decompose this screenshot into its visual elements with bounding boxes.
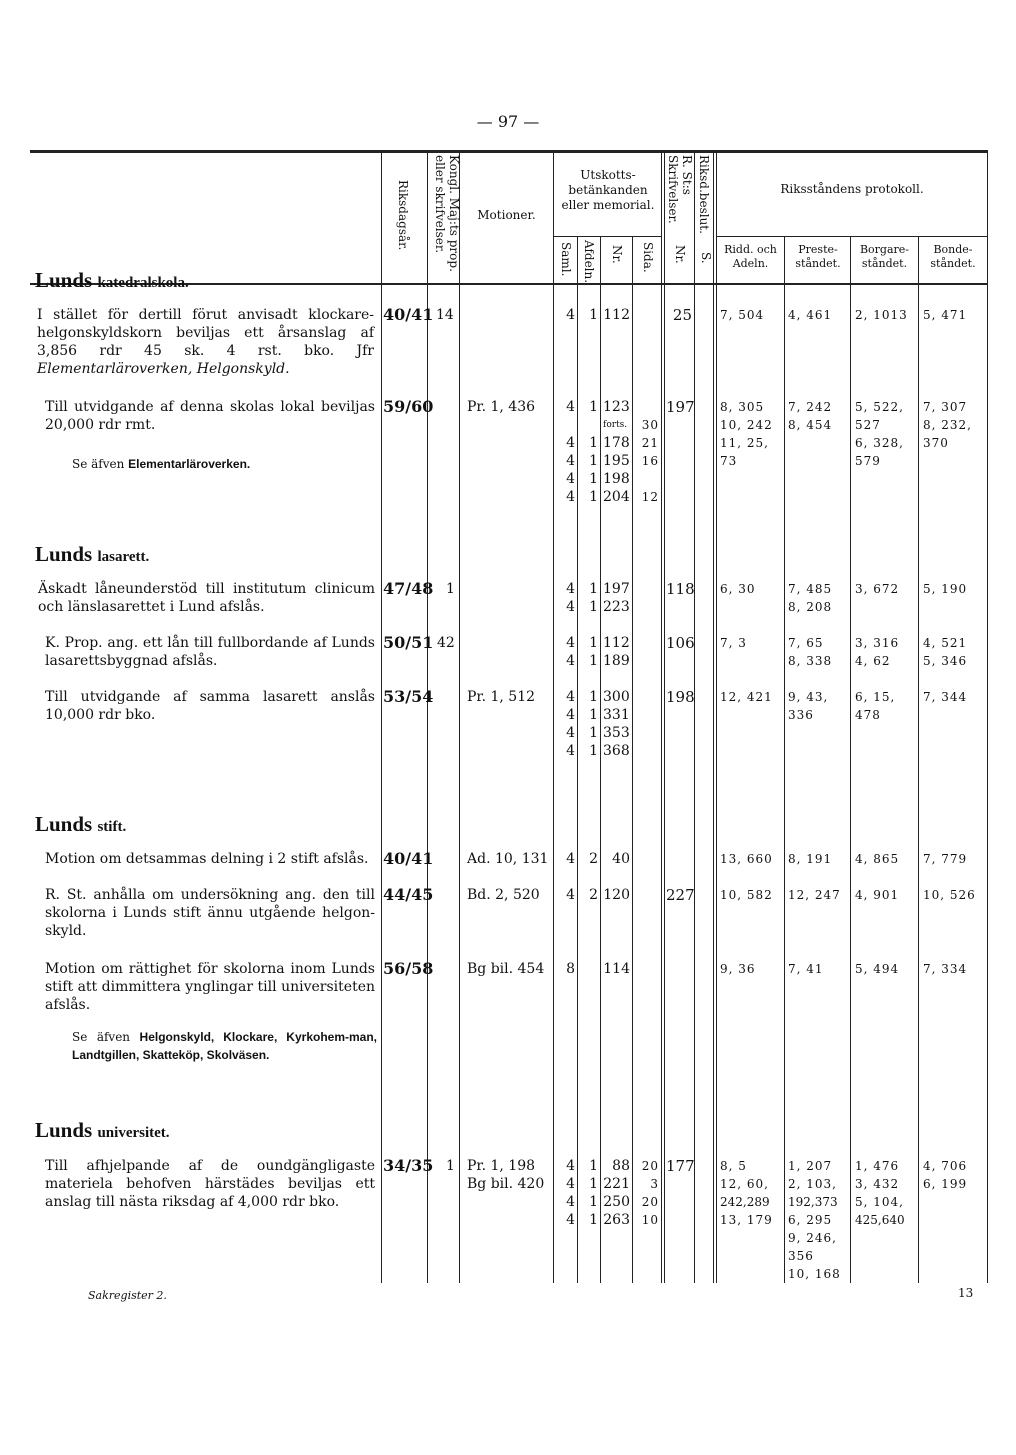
entry-preste: 8, 454	[788, 418, 833, 432]
entry-motion: Pr. 1, 198	[467, 1158, 536, 1174]
entry-bonde: 7, 344	[923, 690, 968, 704]
entry-afd: 1	[589, 725, 598, 741]
entry-borgare: 5, 494	[855, 962, 900, 976]
header-afdeln: Afdeln.	[581, 240, 596, 284]
entry-borgare: 3, 432	[855, 1177, 900, 1191]
entry-borgare: 4, 62	[855, 654, 891, 668]
col-line-sida2	[664, 150, 665, 1283]
entry-text: Äskadt låneunderstöd till institutum clinicum och länslasarettet i Lund afslås.	[38, 581, 375, 615]
entry-saml: 4	[566, 453, 575, 469]
col-line-saml	[577, 236, 578, 1283]
header-bonde: Bonde-ståndet.	[930, 243, 976, 270]
entry-ridd: 10, 582	[720, 888, 773, 902]
entry-afd: 1	[589, 599, 598, 615]
entry-nr: 114	[603, 961, 630, 977]
entry-year: 34/35	[383, 1156, 434, 1175]
entry-preste: 7, 41	[788, 962, 824, 976]
entry-preste: 8, 208	[788, 600, 833, 614]
entry-text: I stället för dertill förut anvisadt klockare-helgonskyldskorn beviljas ett årsanslag af 3,856 rdr 45 sk. 4 rst. bko. Jfr Elementarläroverken, Helgonskyld.	[37, 307, 374, 377]
entry-borgare: 579	[855, 454, 881, 468]
entry-borgare: 4, 901	[855, 888, 900, 902]
entry-afd: 1	[589, 435, 598, 451]
entry-nr: 250	[603, 1194, 630, 1210]
entry-saml: 4	[566, 1212, 575, 1228]
entry-preste: 10, 168	[788, 1267, 841, 1281]
entry-ridd: 6, 30	[720, 582, 756, 596]
entry-bonde: 8, 232,	[923, 418, 972, 432]
entry-saml: 4	[566, 1176, 575, 1192]
entry-preste: 9, 246,	[788, 1231, 837, 1245]
entry-borgare: 6, 328,	[855, 436, 904, 450]
entry-saml: 4	[566, 435, 575, 451]
entry-ridd: 73	[720, 454, 738, 468]
header-sida: Sida.	[640, 242, 655, 273]
entry-saml: 4	[566, 1194, 575, 1210]
entry-ridd: 11, 25,	[720, 436, 769, 450]
entry-afd: 1	[589, 1176, 598, 1192]
entry-nr: 178	[603, 435, 630, 451]
entry-afd: 1	[589, 489, 598, 505]
entry-preste: 192,373	[788, 1195, 838, 1209]
entry-afd: 1	[589, 653, 598, 669]
entry-nr: 195	[603, 453, 630, 469]
entry-sida: 12	[641, 490, 659, 504]
entry-borgare: 6, 15,	[855, 690, 896, 704]
header-nr: Nr.	[609, 245, 624, 264]
entry-skr: 227	[666, 886, 695, 904]
entry-bonde: 7, 334	[923, 962, 968, 976]
entry-skr: 177	[666, 1157, 695, 1175]
entry-borgare: 5, 104,	[855, 1195, 904, 1209]
col-line-skr	[694, 150, 695, 1283]
footer-right: 13	[958, 1286, 974, 1300]
entry-motion: Bg bil. 420	[467, 1176, 545, 1192]
entry-motion: Pr. 1, 436	[467, 399, 536, 415]
entry-year: 44/45	[383, 885, 434, 904]
entry-motion: Pr. 1, 512	[467, 689, 536, 705]
entry-afd: 1	[589, 399, 598, 415]
entry-afd: 1	[589, 743, 598, 759]
entry-text: K. Prop. ang. ett lån till fullbordande af Lunds lasarettsbyggnad afslås.	[45, 635, 375, 669]
subheader-rule-utskott	[553, 236, 661, 237]
entry-borgare: 5, 522,	[855, 400, 904, 414]
entry-preste: 2, 103,	[788, 1177, 837, 1191]
entry-sida: 16	[641, 454, 659, 468]
entry-motion: Bd. 2, 520	[467, 887, 540, 903]
col-line-prop	[459, 150, 460, 1283]
entry-year: 40/41	[383, 305, 434, 324]
entry-sida: 30	[641, 418, 659, 432]
entry-borgare: 4, 865	[855, 852, 900, 866]
entry-preste: 6, 295	[788, 1213, 833, 1227]
section-title-katedralskola: Lunds katedralskola.	[35, 268, 189, 292]
entry-borgare: 527	[855, 418, 881, 432]
entry-saml: 4	[566, 851, 575, 867]
entry-text: Till utvidgande af samma lasarett anslås 10,000 rdr bko.	[45, 689, 375, 723]
entry-saml: 4	[566, 489, 575, 505]
entry-skr: 118	[666, 580, 695, 598]
entry-ridd: 13, 660	[720, 852, 773, 866]
entry-preste: 8, 191	[788, 852, 833, 866]
header-utskott: Utskotts-betänkanden eller memorial.	[561, 168, 655, 212]
entry-afd: 1	[589, 689, 598, 705]
entry-afd: 2	[589, 851, 598, 867]
entry-year: 40/41	[383, 849, 434, 868]
entry-preste: 7, 65	[788, 636, 824, 650]
entry-nr: 112	[603, 635, 630, 651]
entry-bonde: 4, 521	[923, 636, 968, 650]
col-line-borgare	[918, 236, 919, 1283]
header-saml: Saml.	[558, 242, 573, 277]
entry-saml: 4	[566, 307, 575, 323]
entry-year: 50/51	[383, 633, 434, 652]
entry-bonde: 10, 526	[923, 888, 976, 902]
entry-skr: 198	[666, 688, 695, 706]
entry-prop: 42	[437, 635, 455, 651]
entry-nr: 368	[603, 743, 630, 759]
col-line-sida	[661, 150, 662, 1283]
page-number: — 97 —	[476, 112, 540, 131]
entry-ridd: 12, 60,	[720, 1177, 769, 1191]
entry-afd: 1	[589, 707, 598, 723]
entry-prop: 1	[446, 581, 455, 597]
header-prop: Kongl. Maj:ts prop. eller skrifvelser.	[433, 155, 461, 272]
entry-preste: 7, 242	[788, 400, 833, 414]
entry-preste: 356	[788, 1249, 814, 1263]
entry-ridd: 8, 5	[720, 1159, 747, 1173]
col-line-nr	[632, 236, 633, 1283]
entry-skr: 25	[672, 306, 692, 324]
col-line-preste	[850, 236, 851, 1283]
entry-bonde: 5, 346	[923, 654, 968, 668]
top-rule	[30, 150, 988, 153]
header-skr-nr: Nr.	[672, 245, 687, 264]
footer-left: Sakregister 2.	[88, 1289, 167, 1302]
entry-saml: 4	[566, 725, 575, 741]
entry-saml: 8	[566, 961, 575, 977]
entry-ridd: 7, 3	[720, 636, 747, 650]
entry-motion: Bg bil. 454	[467, 961, 545, 977]
header-protokoll: Riksståndens protokoll.	[780, 182, 924, 196]
section-title-stift: Lunds stift.	[35, 812, 127, 836]
header-beslut-s: S.	[698, 252, 713, 264]
entry-nr: 263	[603, 1212, 630, 1228]
entry-preste: 4, 461	[788, 308, 833, 322]
header-skrifvelser: R. St:s Skrifvelser.	[666, 155, 694, 224]
entry-ridd: 12, 421	[720, 690, 773, 704]
entry-bonde: 370	[923, 436, 949, 450]
entry-preste: 7, 485	[788, 582, 833, 596]
header-borgare: Borgare-ståndet.	[859, 243, 910, 270]
col-line-afd	[600, 236, 601, 1283]
col-line-besl	[713, 150, 714, 1283]
header-riksdagsar: Riksdagsår.	[395, 180, 410, 251]
entry-ridd: 13, 179	[720, 1213, 773, 1227]
entry-nr: 189	[603, 653, 630, 669]
entry-nr: 353	[603, 725, 630, 741]
section-title-lasarett: Lunds lasarett.	[35, 542, 150, 566]
entry-saml: 4	[566, 635, 575, 651]
entry-borgare: 3, 672	[855, 582, 900, 596]
entry-saml: 4	[566, 653, 575, 669]
entry-borgare: 3, 316	[855, 636, 900, 650]
entry-afd: 1	[589, 1158, 598, 1174]
entry-motion: Ad. 10, 131	[467, 851, 549, 867]
entry-bonde: 6, 199	[923, 1177, 968, 1191]
entry-sida: 20	[641, 1159, 659, 1173]
entry-bonde: 5, 190	[923, 582, 968, 596]
section-title-universitet: Lunds universitet.	[35, 1118, 170, 1142]
entry-year: 59/60	[383, 397, 434, 416]
entry-afd: 1	[589, 635, 598, 651]
entry-bonde: 7, 307	[923, 400, 968, 414]
entry-bonde: 4, 706	[923, 1159, 968, 1173]
entry-saml: 4	[566, 707, 575, 723]
entry-text: Motion om detsammas delning i 2 stift afslås.	[45, 851, 369, 867]
entry-prop: 14	[436, 307, 454, 323]
entry-borgare: 1, 476	[855, 1159, 900, 1173]
see-also: Se äfven Helgonskyld, Klockare, Kyrkohem-man, Landtgillen, Skatteköp, Skolväsen.	[72, 1030, 377, 1062]
entry-saml: 4	[566, 1158, 575, 1174]
entry-nr: 223	[603, 599, 630, 615]
col-line-right	[987, 150, 988, 1283]
see-also: Se äfven Elementarläroverken.	[72, 457, 251, 471]
header-preste: Preste-ståndet.	[795, 243, 841, 270]
entry-preste: 336	[788, 708, 814, 722]
entry-nr: 204	[603, 489, 630, 505]
entry-borgare: 2, 1013	[855, 308, 908, 322]
entry-sida: 21	[641, 436, 659, 450]
entry-nr: 331	[603, 707, 630, 723]
col-line-besl2	[716, 150, 717, 1283]
entry-afd: 1	[589, 453, 598, 469]
entry-ridd: 7, 504	[720, 308, 765, 322]
entry-borgare: 425,640	[855, 1213, 905, 1227]
entry-nr: 40	[612, 851, 630, 867]
entry-skr: 106	[666, 634, 695, 652]
entry-ridd: 10, 242	[720, 418, 773, 432]
entry-saml: 4	[566, 581, 575, 597]
entry-skr: 197	[666, 398, 695, 416]
entry-text: Till afhjelpande af de oundgängligaste materiela behofven härstädes beviljas ett anslag till nästa riksdag af 4,000 rdr bko.	[45, 1158, 375, 1210]
entry-afd: 1	[589, 471, 598, 487]
entry-borgare: 478	[855, 708, 881, 722]
entry-bonde: 7, 779	[923, 852, 968, 866]
entry-ridd: 9, 36	[720, 962, 756, 976]
entry-prop: 1	[446, 1158, 455, 1174]
entry-saml: 4	[566, 599, 575, 615]
entry-forts: forts.	[603, 420, 628, 430]
entry-afd: 1	[589, 1194, 598, 1210]
entry-year: 47/48	[383, 579, 434, 598]
entry-text: Till utvidgande af denna skolas lokal beviljas 20,000 rdr rmt.	[45, 399, 375, 433]
entry-preste: 1, 207	[788, 1159, 833, 1173]
col-line-motion	[553, 150, 554, 1283]
entry-bonde: 5, 471	[923, 308, 968, 322]
entry-sida: 20	[641, 1195, 659, 1209]
entry-sida: 10	[641, 1213, 659, 1227]
entry-afd: 1	[589, 307, 598, 323]
entry-nr: 112	[603, 307, 630, 323]
entry-preste: 12, 247	[788, 888, 841, 902]
entry-year: 53/54	[383, 687, 434, 706]
entry-preste: 9, 43,	[788, 690, 829, 704]
entry-saml: 4	[566, 689, 575, 705]
entry-afd: 1	[589, 1212, 598, 1228]
entry-saml: 4	[566, 471, 575, 487]
header-motioner: Motioner.	[477, 208, 536, 222]
entry-ridd: 242,289	[720, 1195, 770, 1209]
entry-nr: 197	[603, 581, 630, 597]
entry-nr: 88	[612, 1158, 630, 1174]
entry-afd: 2	[589, 887, 598, 903]
entry-saml: 4	[566, 887, 575, 903]
entry-nr: 300	[603, 689, 630, 705]
entry-saml: 4	[566, 399, 575, 415]
entry-text: R. St. anhålla om undersökning ang. den till skolorna i Lunds stift ännu utgående helgon-skyld.	[45, 887, 375, 939]
entry-nr: 120	[603, 887, 630, 903]
entry-nr: 123	[603, 399, 630, 415]
entry-ridd: 8, 305	[720, 400, 765, 414]
entry-preste: 8, 338	[788, 654, 833, 668]
header-beslut: Riksd.beslut.	[696, 155, 711, 234]
entry-nr: 198	[603, 471, 630, 487]
entry-nr: 221	[603, 1176, 630, 1192]
entry-text: Motion om rättighet för skolorna inom Lunds stift att dimmittera ynglingar till universiteten afslås.	[45, 961, 375, 1013]
entry-sida: 3	[650, 1177, 659, 1191]
col-line-text	[381, 150, 382, 1283]
header-ridd: Ridd. och Adeln.	[724, 243, 777, 270]
entry-saml: 4	[566, 743, 575, 759]
subheader-rule-protokoll	[716, 236, 988, 237]
entry-afd: 1	[589, 581, 598, 597]
entry-year: 56/58	[383, 959, 434, 978]
col-line-ridd	[784, 236, 785, 1283]
